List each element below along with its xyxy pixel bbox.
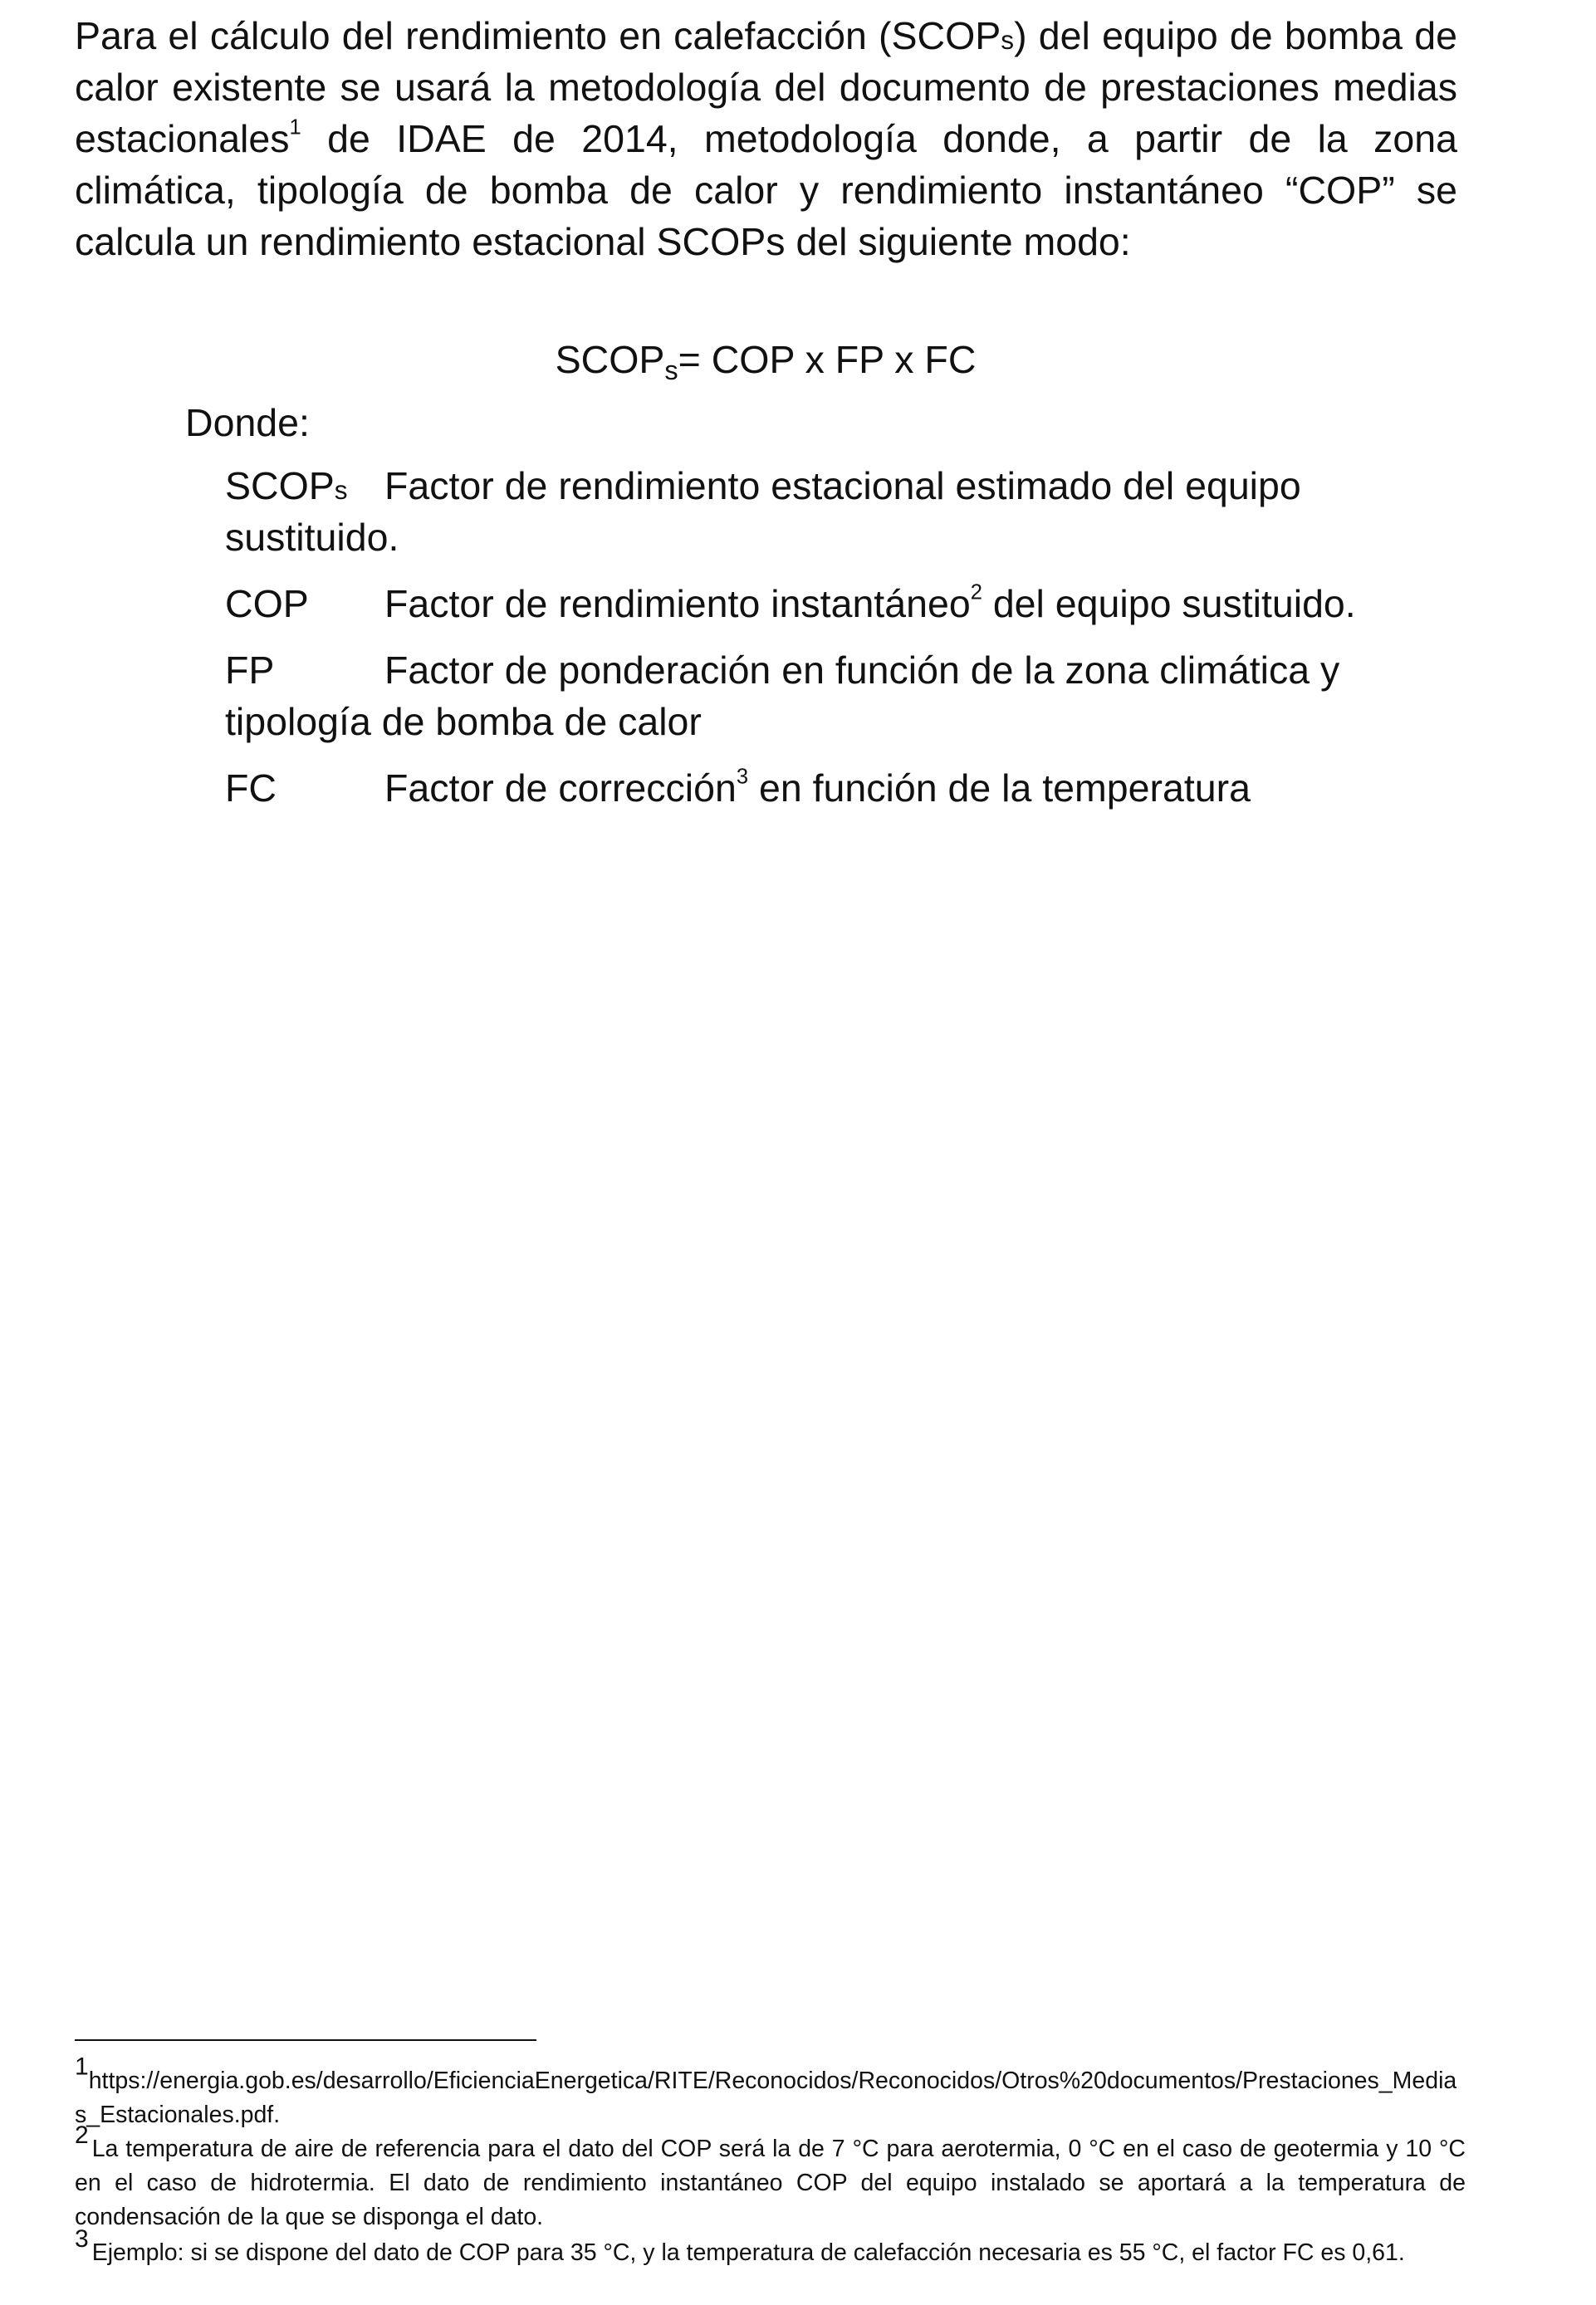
definition-text: Factor de ponderación en función de la zona climática y tipología de bomba de calor <box>225 648 1340 743</box>
footnote-1 <box>75 2053 1466 2132</box>
intro-scop-subscript: s <box>1001 25 1015 55</box>
footnote-text: Ejemplo: si se dispone del dato de COP para 35 °C, y la temperatura de calefacción necesaria es 55 °C, el factor FC es 0,61. <box>91 2239 1405 2266</box>
intro-paragraph <box>75 10 1457 267</box>
footnote-mark: 3 <box>75 2224 89 2253</box>
footnote-3 <box>75 2224 1466 2270</box>
definition-fc <box>225 762 1421 814</box>
footnote-ref-2[interactable]: 2 <box>970 580 982 604</box>
definition-term-subscript: s <box>334 475 348 505</box>
definition-text-after: del equipo sustituido. <box>982 582 1356 625</box>
footnote-separator <box>75 2039 536 2041</box>
formula-lhs: SCOP <box>555 338 665 381</box>
footnote-text: La temperatura de aire de referencia para el dato del COP será la de 7 °C para aerotermia, 0 °C en el caso de geotermia y 10 °C en el caso de hidrotermia. El dato de rendimiento instantáneo COP del equipo instalado se aportará a la temperatura de condensación de la que se disponga el dato. <box>75 2136 1466 2230</box>
definition-text: Factor de rendimiento instantáneo <box>384 582 971 625</box>
footnote-ref-3[interactable]: 3 <box>736 765 749 789</box>
definition-scops <box>225 460 1421 563</box>
scop-formula <box>0 334 1531 385</box>
footnote-2 <box>75 2121 1466 2234</box>
definition-term: FP <box>225 648 275 692</box>
footnote-mark: 1 <box>75 2053 89 2081</box>
definition-term: SCOPs <box>225 464 348 507</box>
donde-label: Donde: <box>185 401 310 444</box>
definition-term: FC <box>225 766 277 810</box>
footnote-mark: 2 <box>75 2121 89 2149</box>
formula-rhs: = COP x FP x FC <box>678 338 977 381</box>
definition-text: Factor de rendimiento estacional estimado del equipo sustituido. <box>225 464 1301 559</box>
intro-text-3: de IDAE de 2014, metodología donde, a partir de la zona climática, tipología de bomba de calor y rendimiento instantáneo “COP” se calcula un rendimiento estacional SCOPs del siguiente modo: <box>75 117 1457 263</box>
definition-fp <box>225 644 1421 747</box>
definition-term: COP <box>225 582 309 625</box>
footnote-ref-1[interactable]: 1 <box>289 115 301 139</box>
footnote-link[interactable]: https://energia.gob.es/desarrollo/EficienciaEnergetica/RITE/Reconocidos/Reconocidos/Otros%20documentos/Prestaciones_Medias_Estacionales.pdf. <box>75 2068 1457 2128</box>
intro-text-1: Para el cálculo del rendimiento en calefacción (SCOP <box>75 14 1001 57</box>
definition-cop <box>225 578 1421 629</box>
formula-lhs-subscript: s <box>664 355 678 386</box>
definition-text-after: en función de la temperatura <box>748 766 1251 810</box>
intro-text-2: ) del equipo de bomba de calor existente se usará la metodología del documento de prestaciones medias estacionales <box>75 14 1457 160</box>
definition-text: Factor de corrección <box>384 766 737 810</box>
